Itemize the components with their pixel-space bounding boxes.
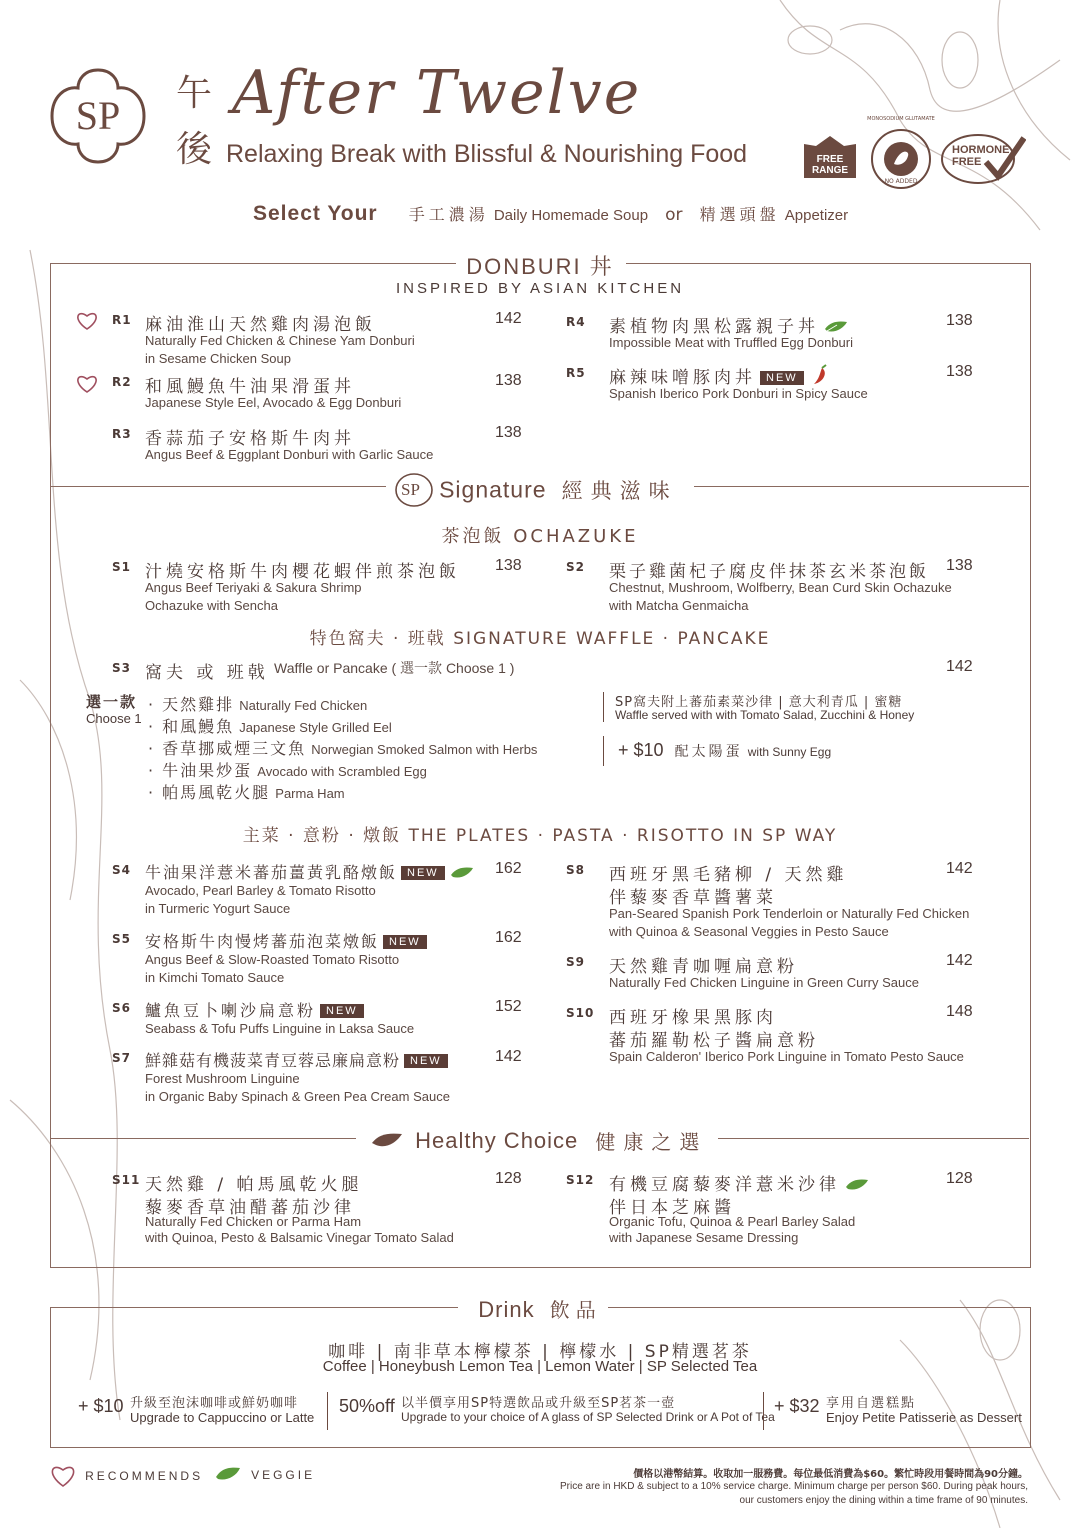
waffle-option: · 香草挪威煙三文魚 Norwegian Smoked Salmon with Herbs <box>148 739 538 758</box>
select-label: Select Your <box>253 202 378 225</box>
choose-en: Choose 1 <box>86 711 142 726</box>
recommends-legend: RECOMMENDS <box>50 1464 203 1488</box>
logo-text: SP <box>75 93 121 138</box>
or-label: or <box>665 205 683 225</box>
veggie-legend: VEGGIE <box>214 1464 315 1485</box>
sp-logo <box>48 66 148 166</box>
veggie-leaf-icon <box>844 1177 870 1193</box>
waffle-option: · 牛油果炒蛋 Avocado with Scrambled Egg <box>148 761 427 780</box>
sunny-egg-addon: + $10 配太陽蛋 with Sunny Egg <box>618 740 832 760</box>
divider <box>603 736 604 766</box>
healthy-title: Healthy Choice 健康之選 <box>370 1126 707 1155</box>
heart-icon <box>76 374 98 398</box>
ochazuke-title: 茶泡飯 OCHAZUKE <box>441 526 639 547</box>
donburi-subtitle: INSPIRED BY ASIAN KITCHEN <box>395 280 685 297</box>
appetizer-en: Appetizer <box>784 207 849 224</box>
drink-list-en: Coffee | Honeybush Lemon Tea | Lemon Water | SP Selected Tea <box>322 1358 758 1375</box>
new-badge: NEW <box>760 371 804 385</box>
donburi-title: DONBURI 丼 <box>466 254 614 279</box>
new-badge: NEW <box>383 935 427 949</box>
divider <box>603 692 604 722</box>
veggie-leaf-icon <box>823 319 849 335</box>
msg-free-badge: MONOSODIUM GLUTAMATE NO ADDED <box>870 128 932 190</box>
title-zh: 午後 <box>176 73 213 170</box>
drink-list-zh: 咖啡 | 南非草本檸檬茶 | 檸檬水 | SP精選茗茶 <box>328 1342 752 1362</box>
veggie-leaf-icon <box>449 865 475 881</box>
soup-en: Daily Homemade Soup <box>493 207 649 224</box>
divider <box>327 1392 328 1430</box>
signature-title: SP Signature 經典滋味 <box>394 472 678 508</box>
leaf-icon <box>370 1131 404 1151</box>
new-badge: NEW <box>404 1054 448 1068</box>
waffle-title: 特色窩夫 · 班戟 SIGNATURE WAFFLE · PANCAKE <box>309 629 771 649</box>
new-badge: NEW <box>320 1004 364 1018</box>
footer-note-en1: Price are in HKD & subject to a 10% service charge. Minimum charge per person $60. During peak hours, <box>559 1481 1028 1492</box>
drink-title: Drink 飲品 <box>478 1297 602 1322</box>
waffle-option: · 帕馬風乾火腿 Parma Ham <box>148 783 345 802</box>
waffle-option: · 天然雞排 Naturally Fed Chicken <box>148 695 368 714</box>
select-line <box>253 202 848 226</box>
soup-zh: 手工濃湯 <box>408 205 489 224</box>
choose-zh: 選一款 <box>86 693 138 711</box>
heart-icon <box>76 311 98 335</box>
waffle-option: · 和風鰻魚 Japanese Style Grilled Eel <box>148 717 392 736</box>
appetizer-zh: 精選頭盤 <box>699 205 780 224</box>
heart-icon <box>50 1464 76 1488</box>
title-script: After Twelve <box>232 58 642 128</box>
free-range-badge: FREE RANGE <box>798 134 862 184</box>
waffle-options <box>148 692 537 802</box>
waffle-served-zh: SP窩夫附上蕃茄素菜沙律 | 意大利青瓜 | 蜜糖 <box>615 695 903 710</box>
chili-icon <box>808 364 830 386</box>
hormone-free-badge: HORMONE FREE <box>940 132 1026 186</box>
msg-ring-text: MONOSODIUM GLUTAMATE <box>867 116 935 122</box>
subtitle: Relaxing Break with Blissful & Nourishing Food <box>226 140 748 168</box>
new-badge: NEW <box>401 866 445 880</box>
footer-note-zh: 價格以港幣結算。收取加一服務費。每位最低消費為$60。繁忙時段用餐時間為90分鐘。 <box>633 1469 1028 1480</box>
veggie-leaf-icon <box>214 1465 242 1485</box>
sp-small-logo-icon: SP <box>394 472 434 508</box>
footer-note-en2: our customers enjoy the dining within a time frame of 90 minutes. <box>739 1495 1028 1506</box>
plates-title: 主菜 · 意粉 · 燉飯 THE PLATES · PASTA · RISOTTO IN SP WAY <box>242 826 838 846</box>
drink-frame <box>50 1307 1031 1448</box>
waffle-served-en: Waffle served with with Tomato Salad, Zucchini & Honey <box>615 708 915 722</box>
divider <box>763 1392 764 1430</box>
